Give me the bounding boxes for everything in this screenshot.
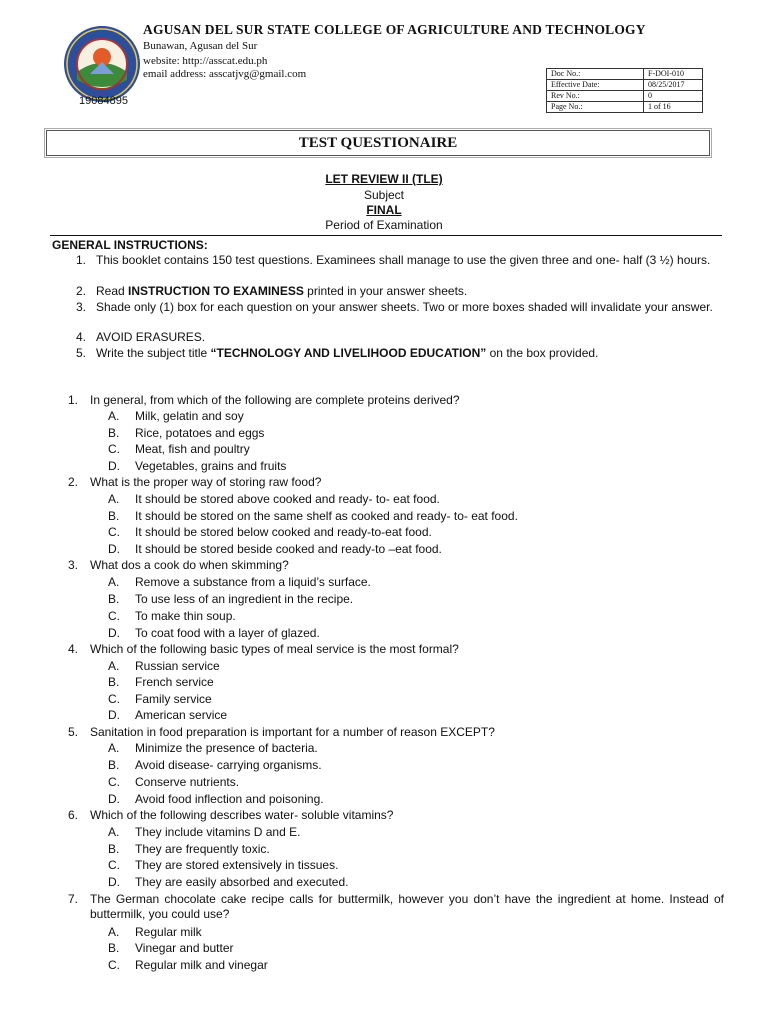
instruction-item — [68, 253, 716, 268]
option-letter: C. — [108, 525, 120, 539]
option-letter: D. — [108, 875, 120, 889]
answer-option — [108, 609, 236, 623]
answer-option — [108, 925, 202, 939]
instruction-number: 3. — [75, 300, 86, 314]
instruction-text-tail: on the box provided. — [486, 346, 599, 360]
question-number: 2. — [67, 475, 78, 489]
option-text: To make thin soup. — [135, 609, 236, 623]
option-letter: D. — [108, 459, 120, 473]
option-letter: B. — [108, 842, 120, 856]
option-letter: A. — [108, 492, 120, 506]
option-letter: B. — [108, 426, 120, 440]
answer-option — [108, 409, 244, 423]
instruction-item — [68, 284, 716, 299]
question-number: 1. — [67, 393, 78, 407]
doc-info-row — [547, 80, 703, 91]
doc-info-row — [547, 69, 703, 80]
option-text: Vegetables, grains and fruits — [135, 459, 287, 473]
document-title: TEST QUESTIONAIRE — [46, 130, 710, 156]
option-text: Family service — [135, 692, 212, 706]
option-text: It should be stored below cooked and ready-to-eat food. — [135, 525, 432, 539]
answer-option — [108, 941, 234, 955]
question — [62, 393, 724, 408]
divider — [50, 235, 722, 236]
doc-info-key: Effective Date: — [547, 80, 644, 91]
option-letter: B. — [108, 509, 120, 523]
question-text: Which of the following describes water- soluble vitamins? — [90, 808, 394, 822]
option-text: Vinegar and butter — [135, 941, 234, 955]
instruction-text: Shade only (1) box for each question on your answer sheets. Two or more boxes shaded will invalidate your answer. — [96, 300, 713, 314]
instruction-item — [68, 346, 716, 361]
option-text: Milk, gelatin and soy — [135, 409, 244, 423]
question-number: 3. — [67, 558, 78, 572]
option-text: Remove a substance from a liquid’s surface. — [135, 575, 371, 589]
answer-option — [108, 492, 440, 506]
college-name: AGUSAN DEL SUR STATE COLLEGE OF AGRICULTURE AND TECHNOLOGY — [143, 22, 646, 37]
answer-option — [108, 842, 270, 856]
option-letter: A. — [108, 575, 120, 589]
option-text: Russian service — [135, 659, 220, 673]
option-letter: C. — [108, 442, 120, 456]
question-number: 5. — [67, 725, 78, 739]
option-text: They are frequently toxic. — [135, 842, 270, 856]
option-letter: A. — [108, 741, 120, 755]
question-text: What dos a cook do when skimming? — [90, 558, 289, 572]
option-text: American service — [135, 708, 228, 722]
answer-option — [108, 459, 286, 473]
question-number: 6. — [67, 808, 78, 822]
answer-option — [108, 542, 442, 556]
instruction-number: 1. — [75, 253, 86, 267]
college-website: website: http://asscat.edu.ph — [143, 55, 268, 67]
option-text: Rice, potatoes and eggs — [135, 426, 265, 440]
option-text: French service — [135, 675, 214, 689]
option-text: Minimize the presence of bacteria. — [135, 741, 318, 755]
question — [62, 892, 724, 922]
answer-option — [108, 675, 214, 689]
instruction-item — [68, 330, 716, 345]
option-text: Conserve nutrients. — [135, 775, 240, 789]
option-letter: A. — [108, 925, 120, 939]
option-letter: D. — [108, 626, 120, 640]
question — [62, 725, 724, 740]
answer-option — [108, 758, 322, 772]
question — [62, 475, 724, 490]
subject-value: LET REVIEW II (TLE) — [325, 172, 443, 186]
answer-option — [108, 692, 212, 706]
instruction-number: 2. — [75, 284, 86, 298]
period-label: Period of Examination — [325, 218, 443, 232]
answer-option — [108, 825, 300, 839]
question-text: The German chocolate cake recipe calls for buttermilk, however you don’t have the ingredient at home. Instead of buttermilk, you could use? — [90, 892, 724, 921]
general-instructions-heading: GENERAL INSTRUCTIONS: — [52, 238, 208, 252]
option-letter: D. — [108, 708, 120, 722]
answer-option — [108, 792, 324, 806]
period-value: FINAL — [366, 203, 402, 217]
college-address: Bunawan, Agusan del Sur — [143, 40, 258, 52]
question-text: What is the proper way of storing raw food? — [90, 475, 322, 489]
doc-info-key: Doc No.: — [547, 69, 644, 80]
option-text: Avoid food inflection and poisoning. — [135, 792, 324, 806]
option-letter: C. — [108, 958, 120, 972]
option-letter: B. — [108, 592, 120, 606]
question — [62, 642, 724, 657]
instruction-emphasis: INSTRUCTION TO EXAMINESS — [128, 284, 304, 298]
college-seal-logo — [62, 24, 142, 104]
doc-info-key: Rev No.: — [547, 91, 644, 102]
doc-info-value: 0 — [644, 91, 703, 102]
instruction-emphasis: “TECHNOLOGY AND LIVELIHOOD EDUCATION” — [210, 346, 487, 360]
answer-option — [108, 875, 348, 889]
answer-option — [108, 858, 338, 872]
answer-option — [108, 592, 353, 606]
doc-info-value: 1 of 16 — [644, 102, 703, 113]
option-letter: A. — [108, 659, 120, 673]
instruction-number: 5. — [75, 346, 86, 360]
answer-option — [108, 626, 320, 640]
answer-option — [108, 775, 239, 789]
question-text: Sanitation in food preparation is important for a number of reason EXCEPT? — [90, 725, 495, 739]
college-email: email address: asscatjvg@gmail.com — [143, 68, 307, 80]
option-letter: C. — [108, 775, 120, 789]
option-letter: A. — [108, 409, 120, 423]
option-text: Regular milk — [135, 925, 202, 939]
instruction-item — [68, 300, 716, 315]
instruction-text: Write the subject title — [96, 346, 211, 360]
doc-info-row — [547, 91, 703, 102]
question — [62, 558, 724, 573]
doc-info-row — [547, 102, 703, 113]
option-letter: D. — [108, 542, 120, 556]
option-letter: B. — [108, 941, 120, 955]
answer-option — [108, 708, 227, 722]
option-letter: C. — [108, 692, 120, 706]
option-text: They are stored extensively in tissues. — [135, 858, 339, 872]
question-number: 4. — [67, 642, 78, 656]
option-letter: B. — [108, 758, 120, 772]
instruction-text-tail: printed in your answer sheets. — [303, 284, 468, 298]
answer-option — [108, 958, 268, 972]
option-text: They are easily absorbed and executed. — [135, 875, 349, 889]
answer-option — [108, 525, 432, 539]
question-text: Which of the following basic types of meal service is the most formal? — [90, 642, 459, 656]
question — [62, 808, 724, 823]
instruction-text: Read — [96, 284, 129, 298]
option-text: Avoid disease- carrying organisms. — [135, 758, 322, 772]
option-text: To coat food with a layer of glazed. — [135, 626, 320, 640]
answer-option — [108, 659, 220, 673]
option-text: Meat, fish and poultry — [135, 442, 250, 456]
option-text: It should be stored beside cooked and ready-to –eat food. — [135, 542, 442, 556]
doc-info-value: 08/25/2017 — [644, 80, 703, 91]
option-text: They include vitamins D and E. — [135, 825, 301, 839]
question-number: 7. — [67, 892, 78, 906]
answer-option — [108, 575, 371, 589]
option-letter: A. — [108, 825, 120, 839]
option-letter: D. — [108, 792, 120, 806]
option-text: It should be stored above cooked and ready- to- eat food. — [135, 492, 440, 506]
instruction-text: AVOID ERASURES. — [96, 330, 206, 344]
instruction-number: 4. — [75, 330, 86, 344]
answer-option — [108, 426, 264, 440]
doc-info-value: F-DOI-010 — [644, 69, 703, 80]
option-text: To use less of an ingredient in the recipe. — [135, 592, 354, 606]
option-letter: C. — [108, 609, 120, 623]
option-text: Regular milk and vinegar — [135, 958, 268, 972]
option-letter: C. — [108, 858, 120, 872]
answer-option — [108, 741, 318, 755]
answer-option — [108, 442, 250, 456]
answer-option — [108, 509, 518, 523]
document-info-table — [546, 68, 703, 113]
subject-label: Subject — [363, 188, 405, 202]
option-letter: B. — [108, 675, 120, 689]
instruction-text: This booklet contains 150 test questions. Examinees shall manage to use the given three and one- half (3 ½) hours. — [96, 253, 711, 267]
option-text: It should be stored on the same shelf as cooked and ready- to- eat food. — [135, 509, 518, 523]
logo-number: 19084895 — [79, 95, 128, 107]
question-text: In general, from which of the following are complete proteins derived? — [90, 393, 460, 407]
doc-info-key: Page No.: — [547, 102, 644, 113]
